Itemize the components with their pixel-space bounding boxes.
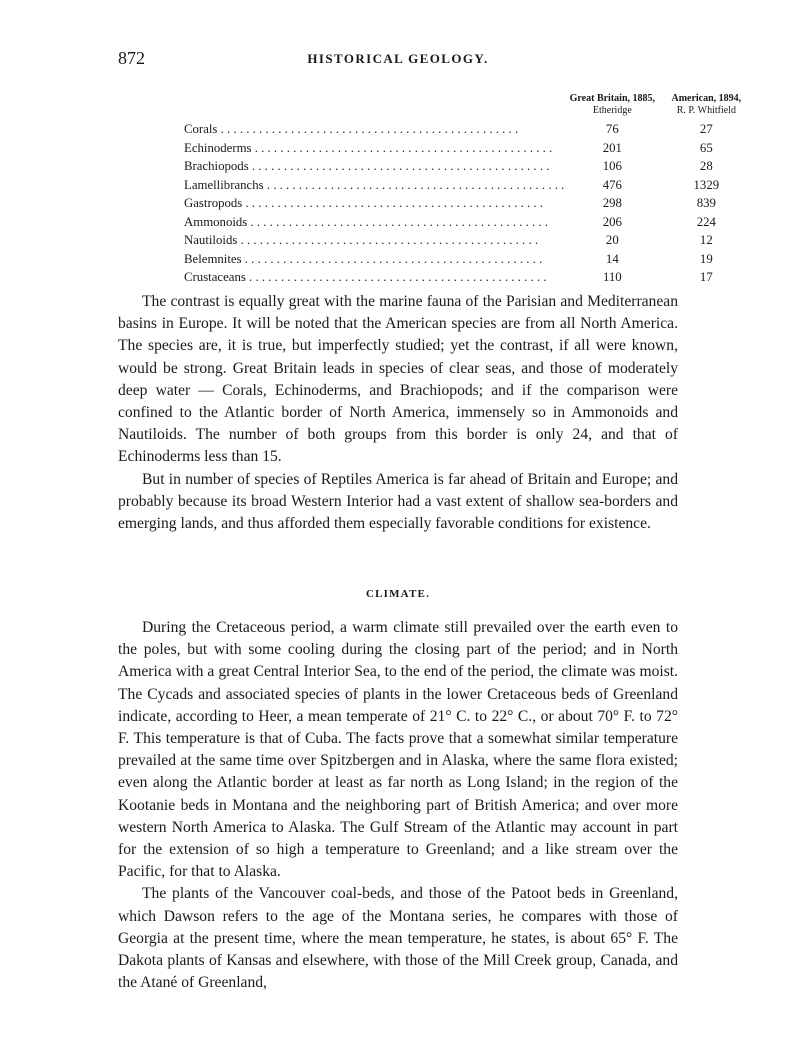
row-name: Echinoderms . . . (184, 141, 552, 155)
table-row (184, 139, 752, 158)
column-heading-line: Great Britain, 1885, (569, 93, 656, 104)
row-gb-value: 14 (605, 251, 619, 266)
row-name: Gastropods . . . (184, 196, 543, 210)
table-header-empty (184, 93, 564, 120)
row-name: Ammonoids . . . (184, 215, 548, 229)
row-us-value: 12 (699, 233, 713, 247)
row-name: Corals . . . (184, 122, 518, 136)
table-row (184, 194, 752, 213)
running-head: HISTORICAL GEOLOGY. (307, 51, 489, 66)
page-header (118, 48, 678, 72)
column-heading-line: American, 1894, (671, 93, 742, 104)
table-row (184, 213, 752, 232)
row-us-value: 224 (696, 214, 716, 229)
paragraph: During the Cretaceous period, a warm climate still prevailed over the earth even to the poles, but with some cooling during the closing part of the period; and in North America with a great Central Interior Sea, to the end of the period, the climate was moist. The Cycads and associated species of plants in the lower Cretaceous beds of Greenland indicate, according to Heer, a mean temperate of 21° C. to 22° C., or about 70° F. to 72° F. This temperature is that of Cuba. The facts prove that a somewhat similar temperature prevailed at the same time over Spitzbergen and in Alaska, where the same flora existed; even along the Atlantic border at least as far north as Long Island; in the region of the Kootanie beds in Montana and the neighboring part of British America; and over more western North America to Alaska. The Gulf Stream of the Atlantic may account in part for the extension of so high a temperature to Greenland; and a like stream over the Pacific, for that to Alaska. (118, 619, 678, 881)
row-us-value: 19 (699, 251, 713, 266)
body-text-bottom (118, 617, 678, 994)
row-us-value: 1329 (693, 177, 720, 192)
table-row (184, 231, 752, 250)
row-name: Brachiopods . . . (184, 159, 549, 173)
row-name: Lamellibranchs . . . (184, 178, 564, 192)
row-name: Crustaceans . . . (184, 270, 547, 284)
table-row (184, 157, 752, 176)
row-us-value: 27 (699, 122, 713, 136)
row-gb-value: 206 (602, 214, 622, 229)
table-row (184, 250, 752, 269)
page-number: 872 (118, 48, 145, 68)
column-heading-line: R. P. Whitfield (676, 105, 736, 116)
row-us-value: 28 (699, 159, 713, 173)
row-gb-value: 20 (605, 233, 619, 247)
row-gb-value: 298 (602, 196, 622, 210)
species-comparison-table (184, 93, 752, 287)
paragraph: The contrast is equally great with the marine fauna of the Parisian and Mediterranean basins in Europe. It will be noted that the American species are from all North America. The species are, it is true, but imperfectly studied; yet the contrast, if all were known, would be strong. Great Britain leads in species of clear seas, and those of moderately deep water — Corals, Echinoderms, and Brachiopods; and if the comparison were confined to the Atlantic border of North America, immensely so in Ammonoids and Nautiloids. The number of both groups from this border is only 24, and that of Echinoderms less than 15. (118, 293, 678, 466)
row-gb-value: 76 (605, 122, 619, 136)
row-us-value: 17 (699, 270, 713, 284)
row-name: Belemnites . . . (184, 252, 542, 266)
paragraph: But in number of species of Reptiles America is far ahead of Britain and Europe; and probably because its broad Western Interior had a vast extent of shallow sea-borders and emerging lands, and thus afforded them especially favorable conditions for existence. (118, 470, 678, 533)
row-name: Nautiloids . . . (184, 233, 538, 247)
paragraph: The plants of the Vancouver coal-beds, and those of the Patoot beds in Greenland, which Dawson refers to the age of the Montana series, he compares with those of Georgia at the present time, where the mean temperature, he states, is about 65° F. The Dakota plants of Kansas and elsewhere, with those of the Mill Creek group, Canada, and the Atané of Greenland, (118, 885, 678, 992)
row-gb-value: 110 (602, 270, 622, 284)
row-us-value: 65 (699, 140, 713, 155)
row-gb-value: 476 (602, 177, 622, 192)
body-text-top (118, 291, 678, 535)
table-row (184, 268, 752, 287)
table-header-row (184, 93, 752, 120)
table-header-american (660, 93, 752, 120)
section-title: CLIMATE. (365, 588, 431, 600)
row-gb-value: 106 (602, 159, 622, 173)
row-us-value: 839 (696, 196, 716, 210)
table-row (184, 120, 752, 139)
column-heading-line: Etheridge (592, 105, 632, 116)
table-row (184, 176, 752, 195)
table-header-great-britain (564, 93, 660, 120)
row-gb-value: 201 (602, 140, 622, 155)
